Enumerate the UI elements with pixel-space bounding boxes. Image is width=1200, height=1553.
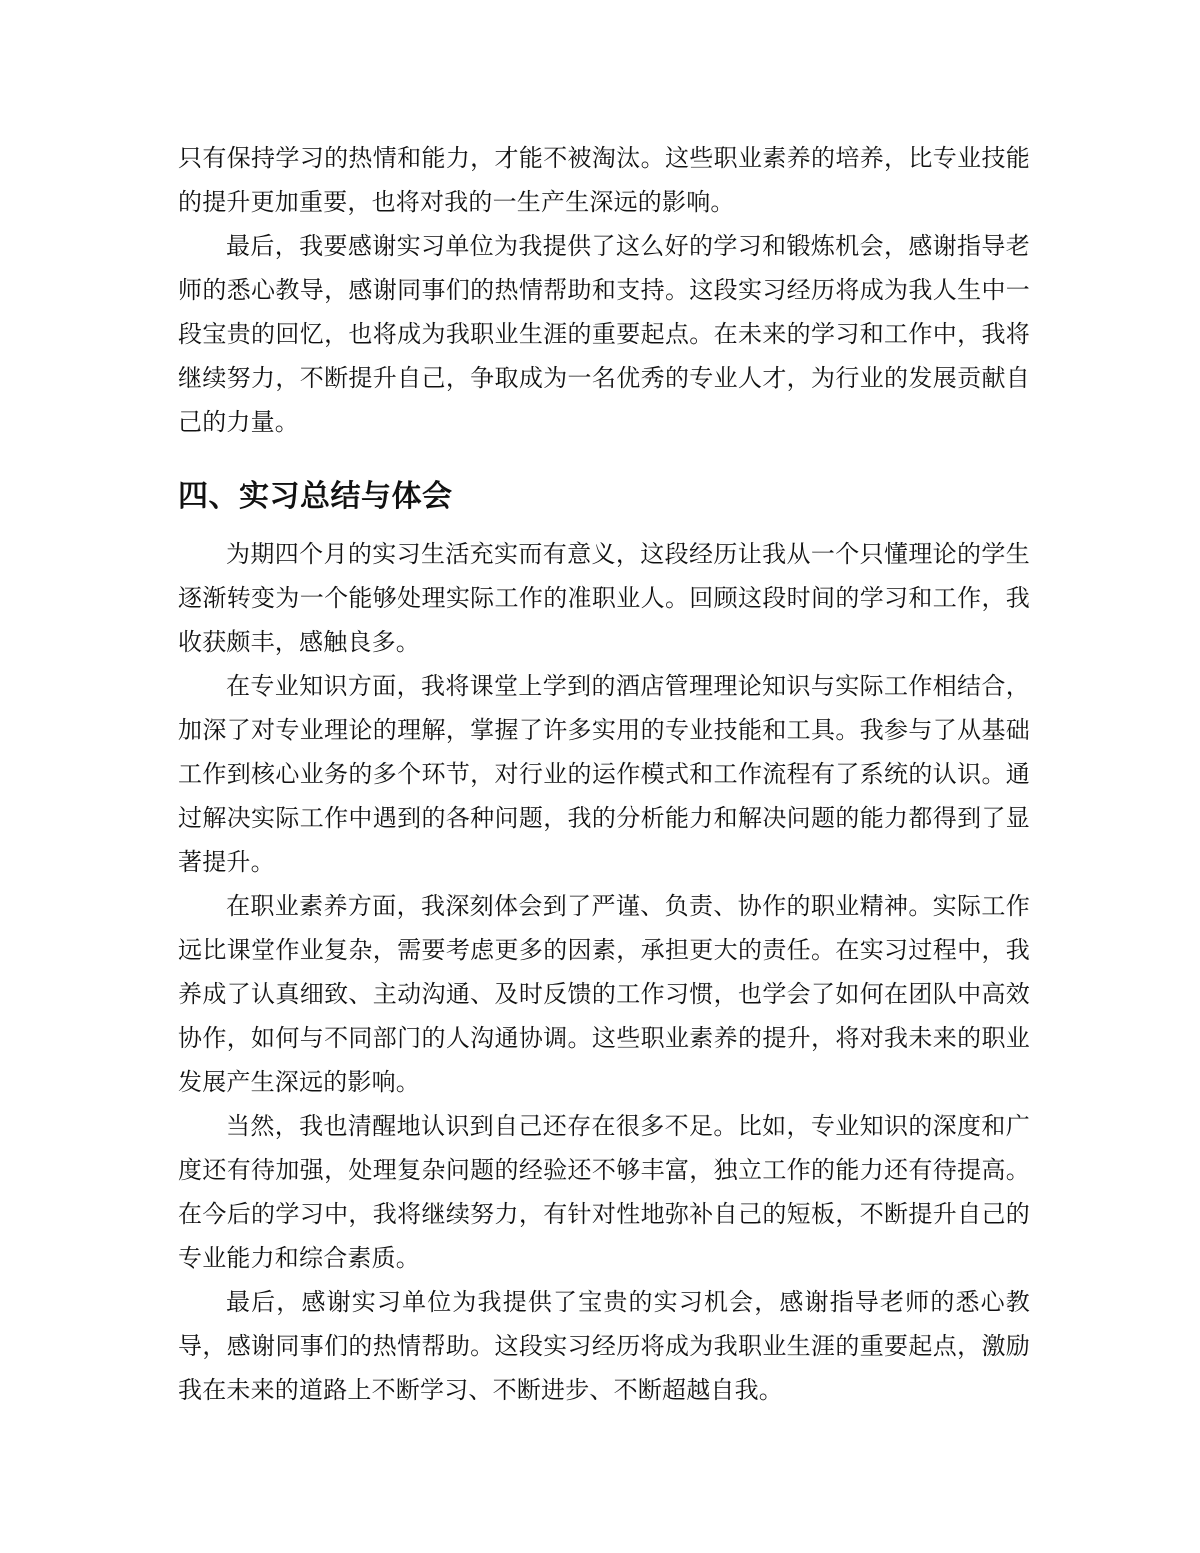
section-heading: 四、实习总结与体会 [178,479,453,514]
professional-quality-paragraph: 在职业素养方面，我深刻体会到了严谨、负责、协作的职业精神。实际工作远比课堂作业复杂，需要考虑更多的因素，承担更大的责任。在实习过程中，我养成了认真细致、主动沟通、及时反馈的工作习惯，也学会了如何在团队中高效协作，如何与不同部门的人沟通协调。这些职业素养的提升，将对我未来的职业发展产生深远的影响。 [178,892,1030,1096]
closing-paragraph: 最后，我要感谢实习单位为我提供了这么好的学习和锻炼机会，感谢指导老师的悉心教导，感谢同事们的热情帮助和支持。这段实习经历将成为我人生中一段宝贵的回忆，也将成为我职业生涯的重要起点。在未来的学习和工作中，我将继续努力，不断提升自己，争取成为一名优秀的专业人才，为行业的发展贡献自己的力量。 [178,232,1030,436]
summary-paragraph: 为期四个月的实习生活充实而有意义，这段经历让我从一个只懂理论的学生逐渐转变为一个能够处理实际工作的准职业人。回顾这段时间的学习和工作，我收获颇丰，感触良多。 [178,540,1030,656]
continued-paragraph: 只有保持学习的热情和能力，才能不被淘汰。这些职业素养的培养，比专业技能的提升更加重要，也将对我的一生产生深远的影响。 [178,144,1030,216]
professional-knowledge-paragraph: 在专业知识方面，我将课堂上学到的酒店管理理论知识与实际工作相结合，加深了对专业理论的理解，掌握了许多实用的专业技能和工具。我参与了从基础工作到核心业务的多个环节，对行业的运作模式和工作流程有了系统的认识。通过解决实际工作中遇到的各种问题，我的分析能力和解决问题的能力都得到了显著提升。 [178,672,1030,876]
document-page [178,136,1030,1412]
thanks-paragraph: 最后，感谢实习单位为我提供了宝贵的实习机会，感谢指导老师的悉心教导，感谢同事们的热情帮助。这段实习经历将成为我职业生涯的重要起点，激励我在未来的道路上不断学习、不断进步、不断超越自我。 [178,1288,1030,1404]
shortcomings-paragraph: 当然，我也清醒地认识到自己还存在很多不足。比如，专业知识的深度和广度还有待加强，处理复杂问题的经验还不够丰富，独立工作的能力还有待提高。在今后的学习中，我将继续努力，有针对性地弥补自己的短板，不断提升自己的专业能力和综合素质。 [178,1112,1030,1272]
